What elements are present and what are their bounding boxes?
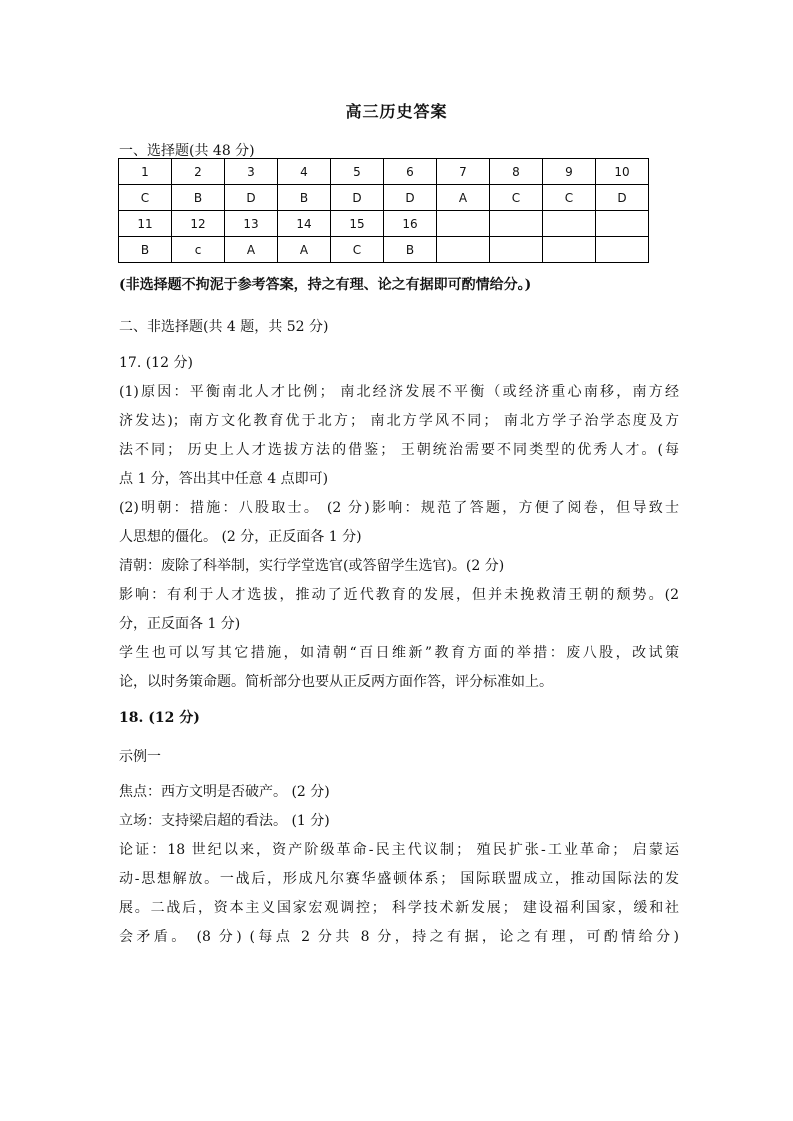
q17-line: 法不同； 历史上人才选拔方法的借鉴； 王朝统治需要不同类型的优秀人才。(每 — [119, 442, 679, 458]
answer-table-cell: C — [331, 237, 384, 263]
answer-table-cell: B — [172, 185, 225, 211]
q17-line: 学生也可以写其它措施，如清朝“百日维新”教育方面的举措：废八股，改试策 — [119, 645, 679, 661]
answer-table-cell: C — [119, 185, 172, 211]
answer-table-cell: 15 — [331, 211, 384, 237]
answer-table-cell: 11 — [119, 211, 172, 237]
section2-heading: 二、非选择题(共 4 题，共 52 分) — [119, 319, 329, 335]
answer-table-row — [119, 211, 649, 237]
answer-table-cell: B — [384, 237, 437, 263]
answer-table-cell: 13 — [225, 211, 278, 237]
answer-table-cell — [543, 211, 596, 237]
answer-table-cell — [543, 237, 596, 263]
q17-line: 影响：有利于人才选拔，推动了近代教育的发展，但并未挽救清王朝的颓势。(2 — [119, 587, 679, 603]
q17-line: 人思想的僵化。 (2 分，正反面各 1 分) — [119, 529, 362, 545]
answer-table-cell: D — [331, 185, 384, 211]
answer-table-cell: 5 — [331, 159, 384, 185]
answer-table-cell: 2 — [172, 159, 225, 185]
answer-table-cell — [490, 211, 543, 237]
answer-table-cell: A — [278, 237, 331, 263]
grading-note: (非选择题不拘泥于参考答案，持之有理、论之有据即可酌情给分。) — [119, 277, 532, 293]
answer-table-cell: B — [278, 185, 331, 211]
answer-table-cell: c — [172, 237, 225, 263]
answer-table-cell: 9 — [543, 159, 596, 185]
q17-answer — [119, 378, 679, 697]
answer-table-cell — [437, 211, 490, 237]
q18-heading: 18. (12 分) — [119, 710, 200, 726]
answer-table-cell — [596, 237, 649, 263]
answer-table-cell: 12 — [172, 211, 225, 237]
answer-table-cell: 7 — [437, 159, 490, 185]
answer-table-cell: A — [437, 185, 490, 211]
q17-line: 点 1 分，答出其中任意 4 点即可) — [119, 471, 329, 487]
answer-table-cell: B — [119, 237, 172, 263]
answer-table-cell: D — [596, 185, 649, 211]
q18-line: 论证：18 世纪以来，资产阶级革命-民主代议制； 殖民扩张-工业革命； 启蒙运 — [119, 842, 679, 858]
q18-line: 动-思想解放。一战后，形成凡尔赛华盛顿体系； 国际联盟成立，推动国际法的发 — [119, 871, 679, 887]
answer-table-cell — [596, 211, 649, 237]
answer-table-cell: 16 — [384, 211, 437, 237]
answer-table-cell: 14 — [278, 211, 331, 237]
answer-table-cell: 6 — [384, 159, 437, 185]
answer-table-cell: C — [490, 185, 543, 211]
answer-table-cell — [490, 237, 543, 263]
q17-line: (2)明朝：措施：八股取士。 (2 分)影响：规范了答题，方便了阅卷，但导致士 — [119, 500, 679, 516]
q18-line: 立场：支持梁启超的看法。 (1 分) — [119, 813, 330, 829]
answer-table-cell — [437, 237, 490, 263]
q18-line: 焦点：西方文明是否破产。 (2 分) — [119, 784, 330, 800]
q17-line: (1)原因：平衡南北人才比例； 南北经济发展不平衡（或经济重心南移，南方经 — [119, 384, 679, 400]
answer-table-cell: 8 — [490, 159, 543, 185]
answer-table-row — [119, 185, 649, 211]
answer-table-row — [119, 237, 649, 263]
q18-line: 会矛盾。 (8 分) (每点 2 分共 8 分，持之有据，论之有理，可酌情给分) — [119, 929, 679, 945]
answer-table-cell: D — [225, 185, 278, 211]
answer-table-cell: 3 — [225, 159, 278, 185]
page-title: 高三历史答案 — [345, 102, 448, 121]
answer-table-cell: 10 — [596, 159, 649, 185]
q18-example-label: 示例一 — [119, 749, 161, 765]
answer-table-cell: C — [543, 185, 596, 211]
q17-line: 论，以时务策命题。简析部分也要从正反两方面作答，评分标准如上。 — [119, 674, 553, 690]
answer-table-row — [119, 159, 649, 185]
section1-heading: 一、选择题(共 48 分) — [119, 143, 255, 159]
q17-heading: 17. (12 分) — [119, 355, 193, 371]
q17-line: 清朝：废除了科举制，实行学堂选官(或答留学生选官)。(2 分) — [119, 558, 505, 574]
answer-table — [118, 158, 649, 263]
q17-line: 济发达)；南方文化教育优于北方； 南北方学风不同； 南北方学子治学态度及方 — [119, 413, 679, 429]
q17-line: 分，正反面各 1 分) — [119, 616, 241, 632]
answer-table-cell: D — [384, 185, 437, 211]
q18-answer — [119, 778, 679, 952]
answer-table-cell: A — [225, 237, 278, 263]
answer-table-cell: 4 — [278, 159, 331, 185]
q18-line: 展。二战后，资本主义国家宏观调控； 科学技术新发展； 建设福利国家，缓和社 — [119, 900, 679, 916]
answer-table-cell: 1 — [119, 159, 172, 185]
